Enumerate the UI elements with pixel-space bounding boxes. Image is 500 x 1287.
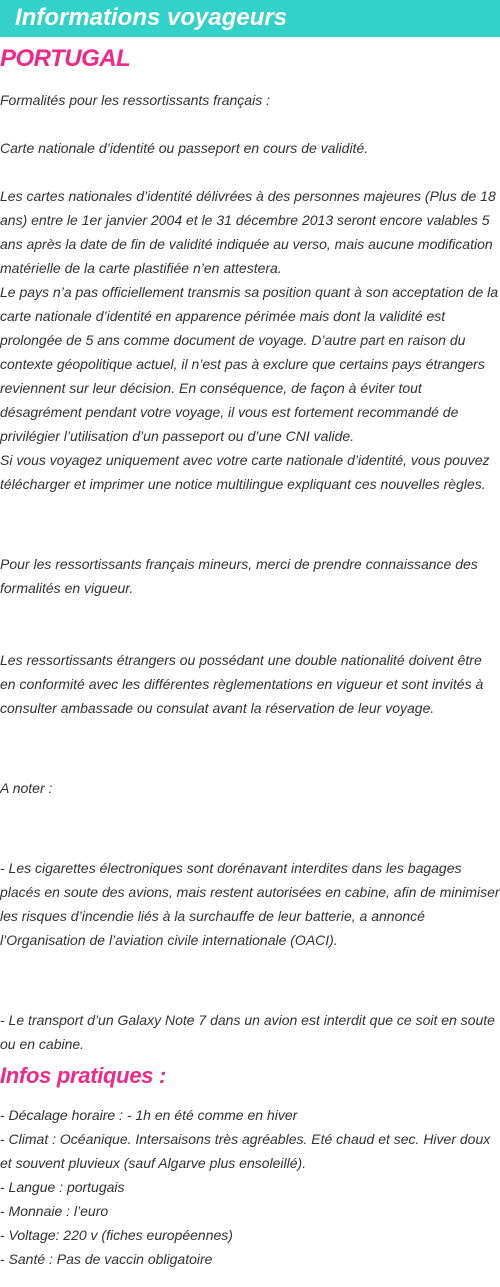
info-item-time-difference: - Décalage horaire : - 1h en été comme en hiver xyxy=(0,1107,298,1123)
id-requirement-text: Carte nationale d’identité ou passeport en cours de validité. xyxy=(0,140,369,156)
minors-paragraph: Pour les ressortissants français mineurs, merci de prendre connaissance des formalités en vigueur. xyxy=(0,556,478,596)
foreigners-paragraph: Les ressortissants étrangers ou possédant une double nationalité doivent être en conformité avec les différentes règlementations en vigueur et sont invités à consulter ambassade ou consulat avant la réservation de leur voyage. xyxy=(0,652,484,716)
header-title: Informations voyageurs xyxy=(15,4,288,31)
note-heading: A noter : xyxy=(0,780,53,796)
infos-pratiques-title: Infos pratiques : xyxy=(0,1063,167,1088)
formalities-section xyxy=(0,88,500,1056)
id-validity-paragraph: Les cartes nationales d’identité délivrées à des personnes majeures (Plus de 18 ans) entre le 1er janvier 2004 et le 31 décembre 2013 seront encore valables 5 ans après la date de fin de validité indiquée au verso, mais aucune modification matérielle de la carte plastifiée n’en attestera. xyxy=(0,188,496,276)
note-galaxy: - Le transport d’un Galaxy Note 7 dans un avion est interdit que ce soit en soute ou en cabine. xyxy=(0,1012,495,1052)
note-ecigarettes: - Les cigarettes électroniques sont dorénavant interdites dans les bagages placés en soute des avions, mais restent autorisées en cabine, afin de minimiser les risques d’incendie liés à la surchauffe de leur batterie, a annoncé l’Organisation de l’aviation civile internationale (OACI). xyxy=(0,860,500,948)
info-item-voltage: - Voltage: 220 v (fiches européennes) xyxy=(0,1227,233,1243)
info-item-language: - Langue : portugais xyxy=(0,1179,125,1195)
info-item-currency: - Monnaie : l’euro xyxy=(0,1203,109,1219)
country-title: PORTUGAL xyxy=(0,45,131,72)
info-item-health: - Santé : Pas de vaccin obligatoire xyxy=(0,1251,213,1267)
header-banner xyxy=(0,0,500,37)
infos-pratiques-list xyxy=(0,1103,500,1271)
id-position-paragraph: Le pays n’a pas officiellement transmis sa position quant à son acceptation de la carte nationale d’identité en apparence périmée mais dont la validité est prolongée de 5 ans comme document de voyage. D’autre part en raison du contexte géopolitique actuel, il n’est pas à exclure que certains pays étrangers reviennent sur leur décision. En conséquence, de façon à éviter tout désagrément pendant votre voyage, il vous est fortement recommandé de privilégier l’utilisation d’un passeport ou d’une CNI valide. xyxy=(0,284,499,444)
formalities-heading: Formalités pour les ressortissants français : xyxy=(0,92,270,108)
id-notice-paragraph: Si vous voyagez uniquement avec votre carte nationale d’identité, vous pouvez télécharger et imprimer une notice multilingue expliquant ces nouvelles règles. xyxy=(0,452,490,492)
info-item-climate: - Climat : Océanique. Intersaisons très agréables. Eté chaud et sec. Hiver doux et souvent pluvieux (sauf Algarve plus ensoleillé). xyxy=(0,1131,491,1171)
